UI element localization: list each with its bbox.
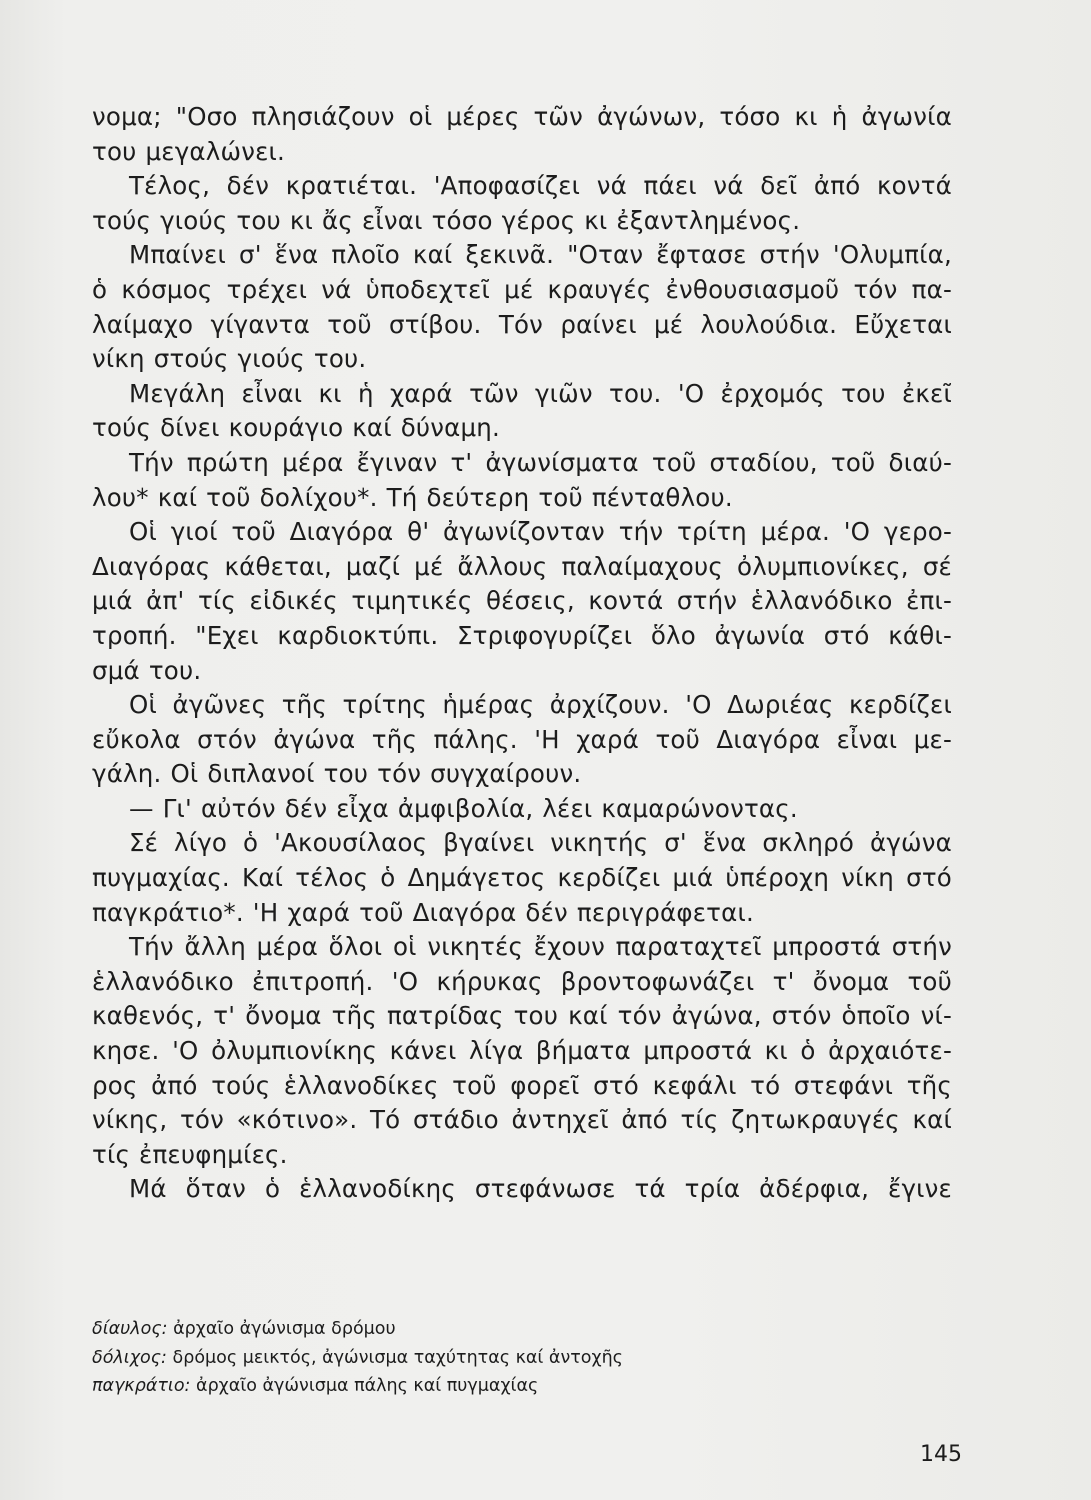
footnote-definition: ἀρχαῖο ἀγώνισμα δρόμου [173, 1319, 396, 1339]
text-line: νίκης, τόν «κότινο». Τό στάδιο ἀντηχεῖ ἀπό τίς ζητωκραυγές καί [92, 1105, 952, 1135]
text-line: νίκη στούς γιούς του. [92, 344, 367, 374]
footnote-term: δίαυλος: [92, 1319, 168, 1339]
text-line: λαίμαχο γίγαντα τοῦ στίβου. Τόν ραίνει μέ λουλούδια. Εὔχεται [92, 309, 952, 339]
footnote-diaulos [92, 1315, 952, 1344]
text-line: τροπή. "Εχει καρδιοκτύπι. Στριφογυρίζει ὅλο ἀγωνία στό κάθι- [92, 620, 952, 650]
text-line: ὁ κόσμος τρέχει νά ὑποδεχτεῖ μέ κραυγές ἐνθουσιασμοῦ τόν πα- [92, 274, 952, 304]
footnotes [92, 1315, 952, 1401]
text-line: ἑλλανόδικο ἐπιτροπή. 'Ο κήρυκας βροντοφωνάζει τ' ὄνομα τοῦ [92, 966, 952, 996]
text-line: Τήν ἄλλη μέρα ὅλοι οἱ νικητές ἔχουν παραταχτεῖ μπροστά στήν [129, 932, 952, 962]
text-line: γάλη. Οἱ διπλανοί του τόν συγχαίρουν. [92, 759, 582, 789]
text-line: τούς δίνει κουράγιο καί δύναμη. [92, 413, 501, 443]
footnote-term: παγκράτιο: [92, 1376, 191, 1397]
footnote-pankration [92, 1372, 952, 1401]
text-line: — Γι' αὐτόν δέν εἶχα ἀμφιβολία, λέει καμαρώνοντας. [129, 793, 798, 823]
footnote-dolichos [92, 1344, 952, 1373]
footnote-term: δόλιχος: [92, 1347, 167, 1368]
text-line: Διαγόρας κάθεται, μαζί μέ ἄλλους παλαίμαχους ὀλυμπιονίκες, σέ [92, 551, 952, 581]
text-line: καθενός, τ' ὄνομα τῆς πατρίδας του καί τόν ἀγώνα, στόν ὁποῖο νί- [92, 1001, 952, 1031]
text-line: Μά ὅταν ὁ ἑλλανοδίκης στεφάνωσε τά τρία ἀδέρφια, ἔγινε [129, 1174, 952, 1204]
text-line: λου* καί τοῦ δολίχου*. Τή δεύτερη τοῦ πένταθλου. [92, 482, 733, 512]
text-line: εὔκολα στόν ἀγώνα τῆς πάλης. 'Η χαρά τοῦ Διαγόρα εἶναι με- [92, 724, 952, 754]
text-line: Οἱ γιοί τοῦ Διαγόρα θ' ἀγωνίζονταν τήν τρίτη μέρα. 'Ο γερο- [129, 517, 952, 547]
text-line: Σέ λίγο ὁ 'Ακουσίλαος βγαίνει νικητής σ' ἕνα σκληρό ἀγώνα [129, 828, 952, 858]
text-line: Μεγάλη εἶναι κι ἡ χαρά τῶν γιῶν του. 'Ο ἐρχομός του ἐκεῖ [129, 378, 952, 408]
text-line: πυγμαχίας. Καί τέλος ὁ Δημάγετος κερδίζει μιά ὑπέροχη νίκη στό [92, 863, 952, 893]
text-line: μιά ἀπ' τίς εἰδικές τιμητικές θέσεις, κοντά στήν ἑλλανόδικο ἐπι- [92, 586, 952, 616]
text-line: Μπαίνει σ' ἕνα πλοῖο καί ξεκινᾶ. "Οταν ἔφτασε στήν 'Ολυμπία, [129, 240, 952, 270]
text-line: του μεγαλώνει. [92, 136, 286, 166]
text-line: ρος ἀπό τούς ἑλλανοδίκες τοῦ φορεῖ στό κεφάλι τό στεφάνι τῆς [92, 1070, 952, 1100]
text-line: νομα; "Οσο πλησιάζουν οἱ μέρες τῶν ἀγώνων, τόσο κι ἡ ἀγωνία [92, 102, 952, 131]
text-line: κησε. 'Ο ὀλυμπιονίκης κάνει λίγα βήματα μπροστά κι ὁ ἀρχαιότε- [92, 1036, 952, 1066]
body-text [92, 100, 952, 1207]
footnote-definition: δρόμος μεικτός, ἀγώνισμα ταχύτητας καί ἀντοχῆς [172, 1347, 623, 1368]
text-line: τούς γιούς του κι ἄς εἶναι τόσο γέρος κι ἐξαντλημένος. [92, 205, 801, 235]
text-line: Οἱ ἀγῶνες τῆς τρίτης ἡμέρας ἀρχίζουν. 'Ο Δωριέας κερδίζει [129, 690, 952, 720]
text-line: σμά του. [92, 655, 202, 685]
text-line: τίς ἐπευφημίες. [92, 1139, 288, 1169]
text-line: Τήν πρώτη μέρα ἔγιναν τ' ἀγωνίσματα τοῦ σταδίου, τοῦ διαύ- [129, 447, 952, 477]
page-number: 145 [920, 1442, 962, 1467]
footnote-definition: ἀρχαῖο ἀγώνισμα πάλης καί πυγμαχίας [196, 1376, 539, 1397]
text-line: Τέλος, δέν κρατιέται. 'Αποφασίζει νά πάει νά δεῖ ἀπό κοντά [129, 171, 952, 201]
text-line: παγκράτιο*. 'Η χαρά τοῦ Διαγόρα δέν περιγράφεται. [92, 897, 754, 927]
